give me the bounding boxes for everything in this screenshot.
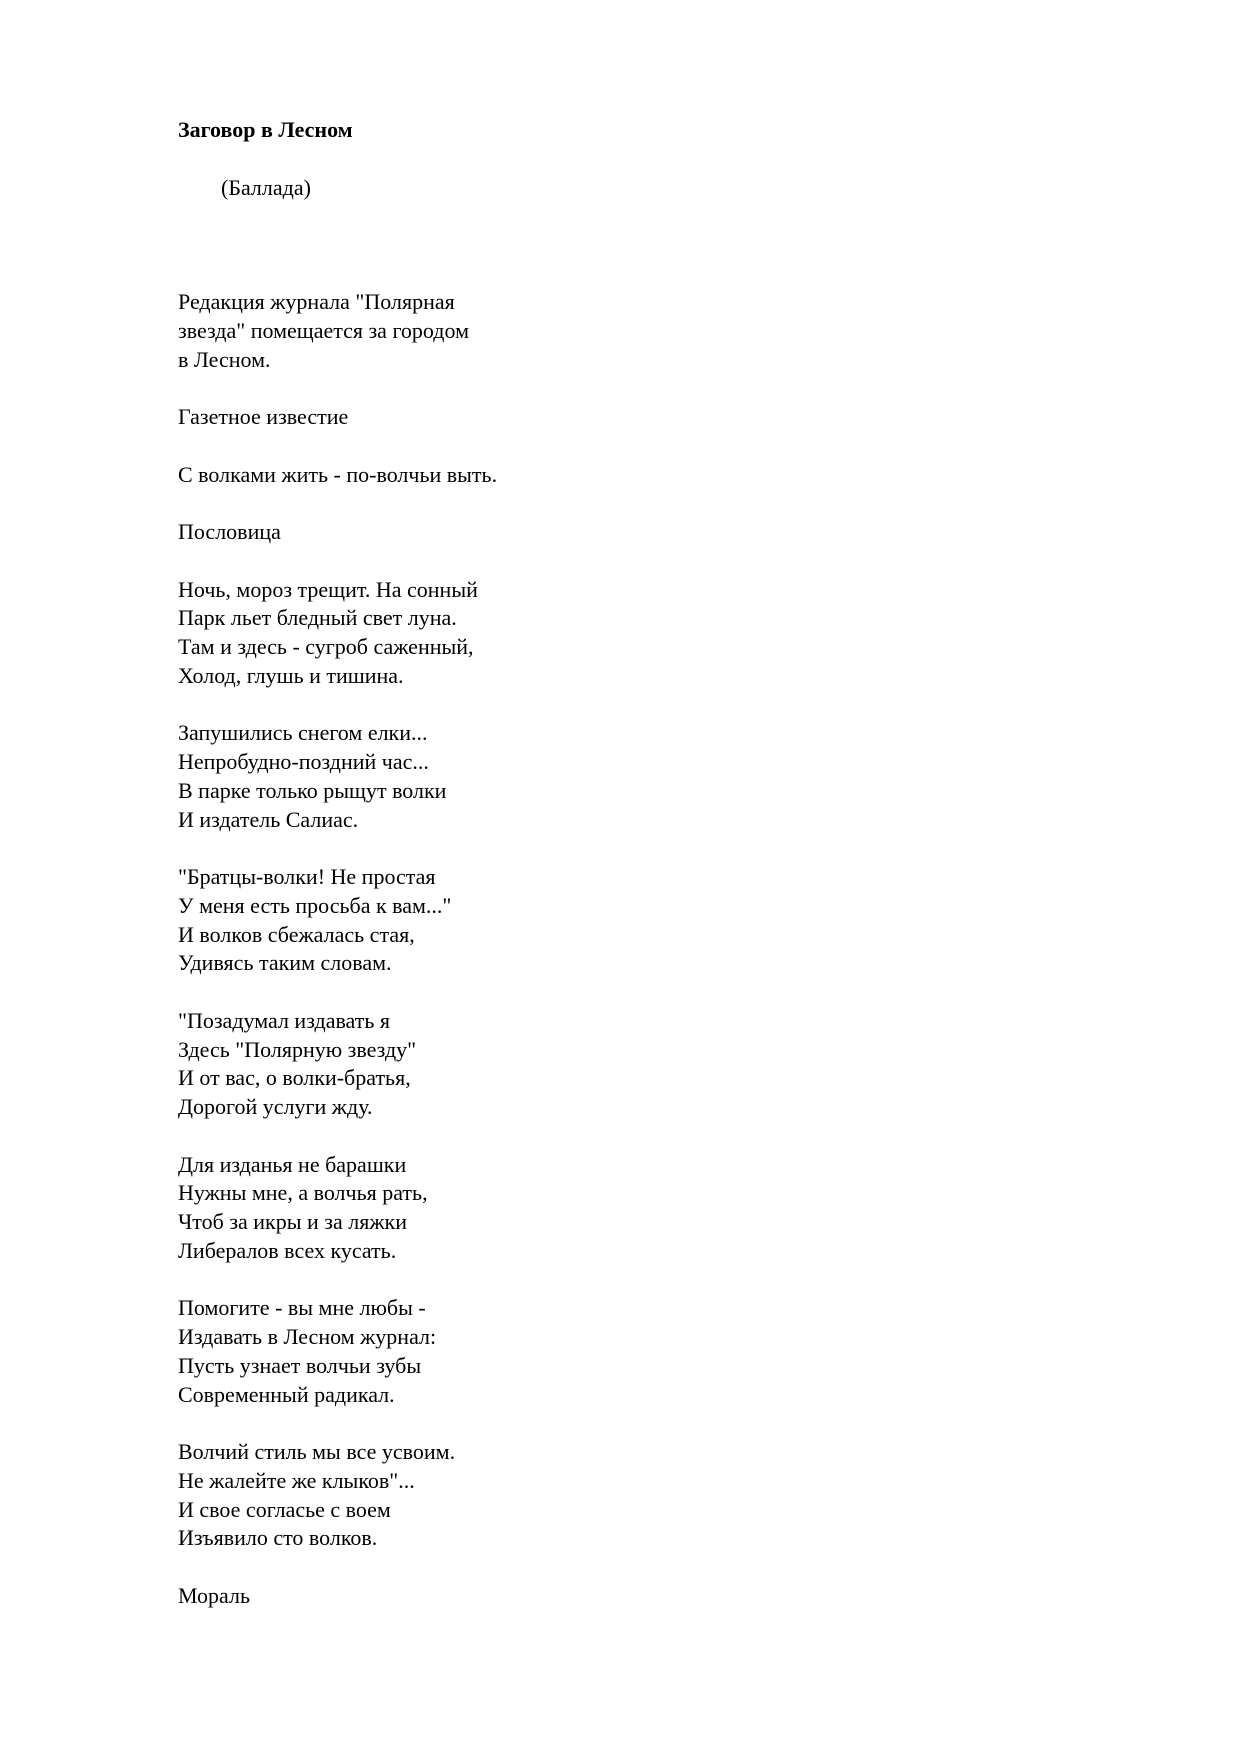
verse-line: Волчий стиль мы все усвоим. — [178, 1439, 456, 1464]
stanza — [178, 576, 978, 691]
poem-subtitle: (Баллада) — [221, 175, 311, 200]
verse-line: Запушились снегом елки... — [178, 720, 428, 746]
epigraph-1 — [178, 288, 978, 374]
stanza — [178, 1151, 978, 1266]
verse-line: "Братцы-волки! Не простая — [178, 864, 436, 889]
verse-line: Удивясь таким словам. — [178, 950, 392, 976]
verse-line: Чтоб за икры и за ляжки — [178, 1209, 408, 1234]
verse-line: Издавать в Лесном журнал: — [178, 1324, 437, 1349]
spacer — [178, 978, 978, 1007]
verse-line: Современный радикал. — [178, 1381, 395, 1407]
spacer — [178, 202, 978, 288]
verse-line: Не жалейте же клыков"... — [178, 1467, 415, 1493]
spacer — [178, 374, 978, 403]
verse-line: Помогите - вы мне любы - — [178, 1295, 426, 1321]
verse-line: Там и здесь - сугроб саженный, — [178, 634, 474, 659]
epigraph-2: С волками жить - по-волчьи выть. — [178, 461, 498, 487]
epigraph-line: в Лесном. — [178, 346, 271, 372]
epigraph-2-source: Пословица — [178, 519, 281, 544]
verse-line: Непробудно-поздний час... — [178, 749, 429, 774]
verse-line: У меня есть просьба к вам..." — [178, 892, 452, 918]
stanza — [178, 1294, 978, 1409]
verse-line: В парке только рыщут волки — [178, 777, 447, 803]
verse-line: Нужны мне, а волчья рать, — [178, 1180, 428, 1206]
verse-line: И свое согласье с воем — [178, 1496, 391, 1522]
verse-line: И волков сбежалась стая, — [178, 921, 415, 947]
verse-line: Для изданья не барашки — [178, 1151, 407, 1177]
epigraph-line: Редакция журнала "Полярная — [178, 289, 455, 314]
spacer — [178, 489, 978, 518]
stanza — [178, 863, 978, 978]
spacer — [178, 1266, 978, 1295]
poem-body — [178, 115, 978, 1611]
stanza — [178, 719, 978, 834]
verse-line: "Позадумал издавать я — [178, 1007, 391, 1033]
spacer — [178, 1409, 978, 1438]
epigraph-line: звезда" помещается за городом — [178, 317, 469, 343]
verse-line: Дорогой услуги жду. — [178, 1094, 373, 1119]
poem-title: Заговор в Лесном — [178, 117, 353, 142]
stanza — [178, 1007, 978, 1122]
verse-line: Изъявило сто волков. — [178, 1525, 378, 1551]
spacer — [178, 547, 978, 576]
spacer — [178, 432, 978, 461]
spacer — [178, 834, 978, 863]
verse-line: Парк льет бледный свет луна. — [178, 605, 457, 631]
verse-line: Пусть узнает волчьи зубы — [178, 1352, 422, 1378]
moral-heading: Мораль — [178, 1582, 250, 1608]
verse-line: Либералов всех кусать. — [178, 1237, 397, 1263]
spacer — [178, 1553, 978, 1582]
stanza — [178, 1438, 978, 1553]
spacer — [178, 691, 978, 720]
verse-line: Здесь "Полярную звезду" — [178, 1036, 417, 1062]
verse-line: Холод, глушь и тишина. — [178, 662, 404, 688]
spacer — [178, 1122, 978, 1151]
epigraph-1-source: Газетное известие — [178, 404, 349, 429]
verse-line: Ночь, мороз трещит. На сонный — [178, 576, 478, 602]
verse-line: И издатель Салиас. — [178, 806, 359, 832]
verse-line: И от вас, о волки-братья, — [178, 1065, 411, 1091]
